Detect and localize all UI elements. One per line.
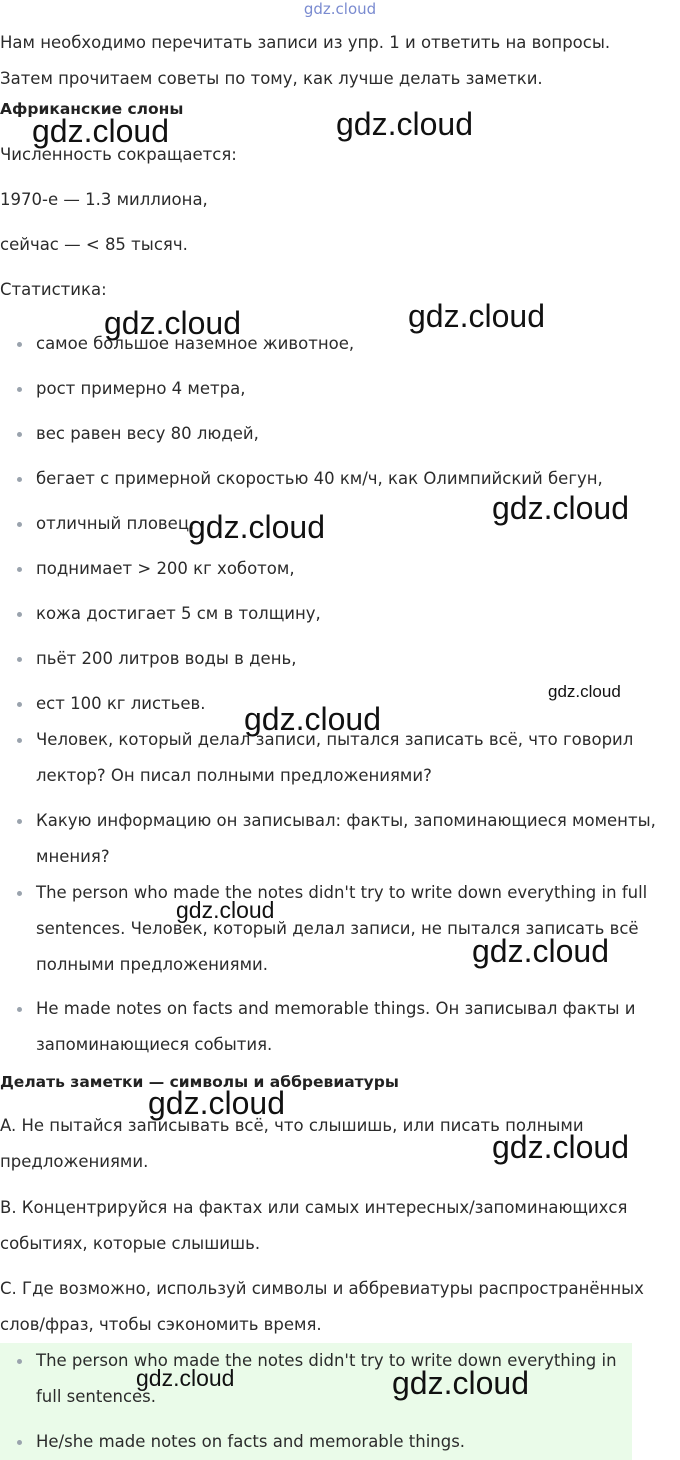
list-item: рост примерно 4 метра, bbox=[0, 371, 660, 416]
watermark: gdz.cloud bbox=[32, 113, 169, 149]
list-item: кожа достигает 5 см в толщину, bbox=[0, 596, 660, 641]
list-item: The person who made the notes didn't try to write down everything in full sentences. Человек, который делал записи, не пытался записать всё полными предложениями. bbox=[0, 875, 660, 983]
info-line: 1970-е — 1.3 миллиона, bbox=[0, 190, 208, 209]
list-item: Человек, который делал записи, пытался записать всё, что говорил лектор? Он писал полными предложениями? bbox=[0, 722, 660, 794]
answer-list bbox=[0, 1343, 620, 1460]
watermark: gdz.cloud bbox=[472, 933, 609, 969]
watermark: gdz.cloud bbox=[492, 1129, 629, 1165]
list-item: пьёт 200 литров воды в день, bbox=[0, 641, 660, 686]
list-item: He made notes on facts and memorable things. Он записывал факты и запоминающиеся события. bbox=[0, 991, 660, 1063]
tip-text: C. Где возможно, используй символы и аббревиатуры распространённых слов/фраз, чтобы сэкономить время. bbox=[0, 1279, 644, 1334]
section-title-notes: Делать заметки — символы и аббревиатуры bbox=[0, 1073, 399, 1091]
watermark: gdz.cloud bbox=[176, 897, 275, 923]
watermark: gdz.cloud bbox=[492, 490, 629, 526]
header-watermark: gdz.cloud bbox=[303, 0, 377, 18]
watermark: gdz.cloud bbox=[548, 682, 621, 701]
watermark: gdz.cloud bbox=[104, 305, 241, 341]
watermark: gdz.cloud bbox=[188, 509, 325, 545]
info-line: Численность сокращается: bbox=[0, 145, 237, 164]
list-item: самое большое наземное животное, bbox=[0, 326, 660, 371]
list-item: He/she made notes on facts and memorable things. bbox=[0, 1424, 620, 1460]
info-line: Статистика: bbox=[0, 280, 107, 299]
list-item: Какую информацию он записывал: факты, запоминающиеся моменты, мнения? bbox=[0, 803, 660, 875]
watermark: gdz.cloud bbox=[148, 1085, 285, 1121]
watermark: gdz.cloud bbox=[336, 106, 473, 142]
tip-text: B. Концентрируйся на фактах или самых интересных/запоминающихся событиях, которые слышишь. bbox=[0, 1198, 628, 1253]
info-line: сейчас — < 85 тысяч. bbox=[0, 235, 188, 254]
watermark: gdz.cloud bbox=[244, 701, 381, 737]
stats-list bbox=[0, 326, 660, 731]
list-item: The person who made the notes didn't try to write down everything in full sentences. bbox=[0, 1343, 620, 1415]
questions-list bbox=[0, 722, 660, 875]
list-item: вес равен весу 80 людей, bbox=[0, 416, 660, 461]
list-item: ест 100 кг листьев. bbox=[0, 686, 660, 731]
list-item: поднимает > 200 кг хоботом, bbox=[0, 551, 660, 596]
watermark: gdz.cloud bbox=[392, 1365, 529, 1401]
tip-text: A. Не пытайся записывать всё, что слышишь, или писать полными предложениями. bbox=[0, 1116, 584, 1171]
list-item: отличный пловец, bbox=[0, 506, 660, 551]
intro-text: Нам необходимо перечитать записи из упр. 1 и ответить на вопросы. Затем прочитаем советы по тому, как лучше делать заметки. bbox=[0, 33, 611, 88]
watermark: gdz.cloud bbox=[408, 298, 545, 334]
section-title-elephants: Африканские слоны bbox=[0, 100, 184, 118]
list-item: бегает с примерной скоростью 40 км/ч, как Олимпийский бегун, bbox=[0, 461, 660, 506]
watermark: gdz.cloud bbox=[136, 1365, 235, 1391]
answers-list-en-2 bbox=[0, 991, 660, 1063]
